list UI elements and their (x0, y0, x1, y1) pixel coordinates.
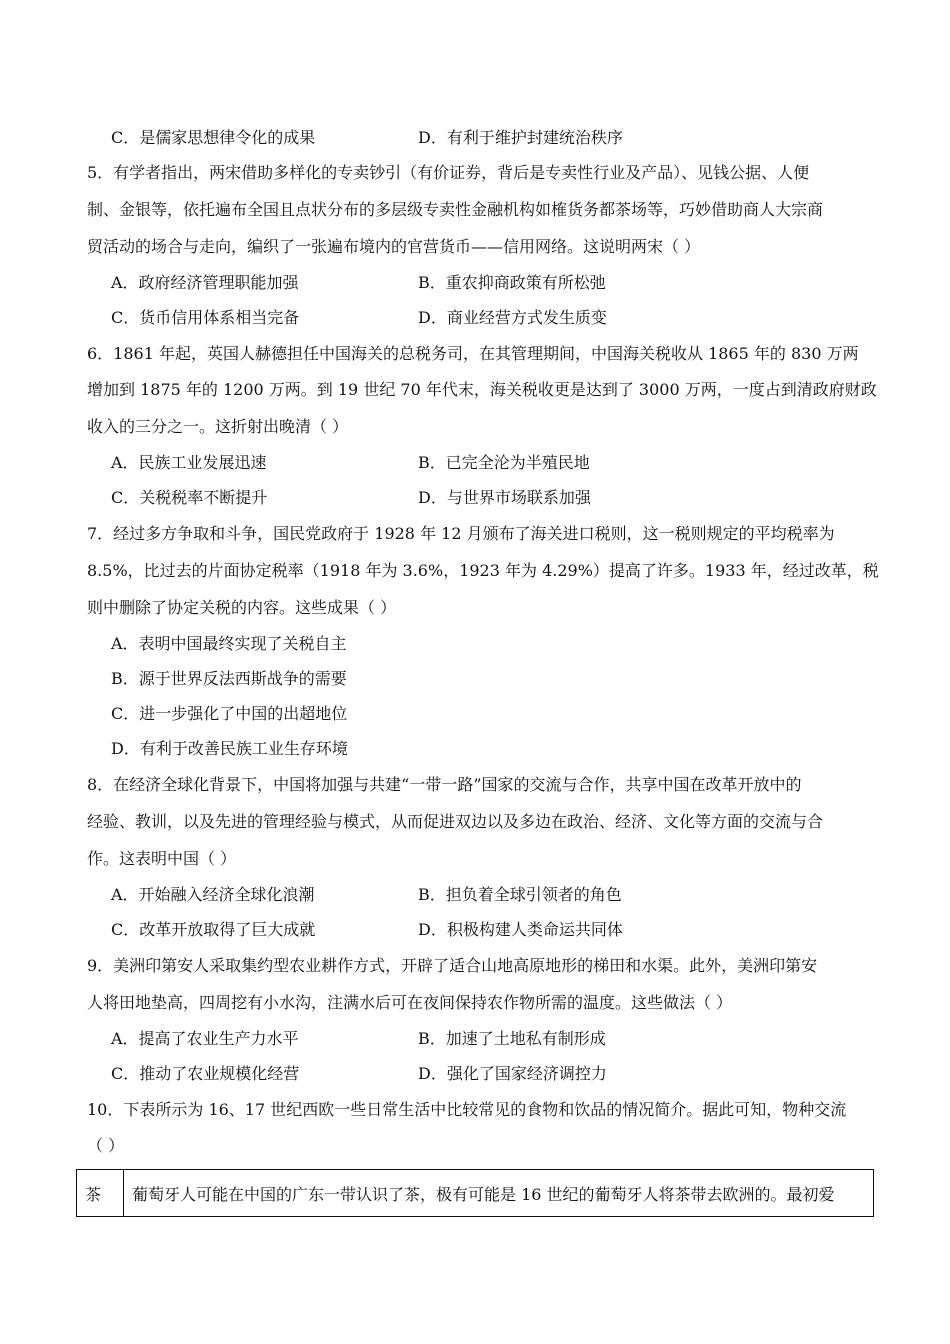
q9-option-a: A．提高了农业生产力水平 (111, 1029, 299, 1048)
q8-stem-line-1: 8．在经济全球化背景下，中国将加强与共建“一带一路”国家的交流与合作，共享中国在改革开放中的 (87, 775, 802, 794)
q7-option-a: A．表明中国最终实现了关税自主 (111, 634, 347, 653)
table-cell-item: 茶 (77, 1170, 124, 1217)
q7-option-b: B．源于世界反法西斯战争的需要 (111, 669, 347, 688)
q8-option-b: B．担负着全球引领者的角色 (418, 885, 622, 904)
q8-stem-line-2: 经验、教训，以及先进的管理经验与模式，从而促进双边以及多边在政治、经济、文化等方面的交流与合 (87, 812, 824, 831)
q6-stem-line-1: 6．1861 年起，英国人赫德担任中国海关的总税务司，在其管理期间，中国海关税收从 1865 年的 830 万两 (87, 344, 859, 363)
q9-stem-line-2: 人将田地垫高，四周挖有小水沟，注满水后可在夜间保持农作物所需的温度。这些做法（ ） (87, 993, 733, 1012)
q9-option-b: B．加速了土地私有制形成 (418, 1029, 606, 1048)
q7-stem-line-1: 7．经过多方争取和斗争，国民党政府于 1928 年 12 月颁布了海关进口税则，这一税则规定的平均税率为 (87, 524, 835, 543)
q9-stem-line-1: 9．美洲印第安人采取集约型农业耕作方式，开辟了适合山地高原地形的梯田和水渠。此外，美洲印第安 (87, 956, 818, 975)
q6-option-c: C．关税税率不断提升 (111, 488, 268, 507)
q8-option-d: D．积极构建人类命运共同体 (418, 920, 623, 939)
q9-option-d: D．强化了国家经济调控力 (418, 1064, 607, 1083)
q6-option-b: B．已完全沦为半殖民地 (418, 453, 590, 472)
q7-stem-line-2: 8.5%，比过去的片面协定税率（1918 年为 3.6%，1923 年为 4.29%）提高了许多。1933 年，经过改革，税 (87, 561, 879, 580)
q4-option-d: D．有利于维护封建统治秩序 (418, 128, 623, 147)
q5-stem-line-1: 5．有学者指出，两宋借助多样化的专卖钞引（有价证券，背后是专卖性行业及产品）、见钱公据、人便 (87, 163, 810, 182)
table-cell-description: 葡萄牙人可能在中国的广东一带认识了茶，极有可能是 16 世纪的葡萄牙人将茶带去欧洲的。最初爱 (124, 1170, 874, 1217)
q10-stem-line-2: （ ） (87, 1136, 125, 1155)
q9-option-c: C．推动了农业规模化经营 (111, 1064, 300, 1083)
q8-stem-line-3: 作。这表明中国（ ） (87, 849, 237, 868)
q4-option-c: C．是儒家思想律令化的成果 (111, 128, 316, 147)
q5-option-c: C．货币信用体系相当完备 (111, 308, 300, 327)
q5-option-b: B．重农抑商政策有所松弛 (418, 273, 606, 292)
q6-option-d: D．与世界市场联系加强 (418, 488, 591, 507)
q8-option-a: A．开始融入经济全球化浪潮 (111, 885, 315, 904)
q7-stem-line-3: 则中删除了协定关税的内容。这些成果（ ） (87, 598, 397, 617)
q7-option-c: C．进一步强化了中国的出超地位 (111, 704, 348, 723)
q10-table (76, 1169, 874, 1217)
q5-stem-line-3: 贸活动的场合与走向，编织了一张遍布境内的官营货币——信用网络。这说明两宋（ ） (87, 237, 701, 256)
q10-stem-line-1: 10．下表所示为 16、17 世纪西欧一些日常生活中比较常见的食物和饮品的情况简介。据此可知，物种交流 (87, 1100, 847, 1119)
q5-option-a: A．政府经济管理职能加强 (111, 273, 299, 292)
q6-stem-line-2: 增加到 1875 年的 1200 万两。到 19 世纪 70 年代末，海关税收更是达到了 3000 万两，一度占到清政府财政 (87, 380, 877, 399)
q8-option-c: C．改革开放取得了巨大成就 (111, 920, 316, 939)
q7-option-d: D．有利于改善民族工业生存环境 (111, 739, 348, 758)
q6-option-a: A．民族工业发展迅速 (111, 453, 267, 472)
q5-option-d: D．商业经营方式发生质变 (418, 308, 607, 327)
table-row (77, 1170, 874, 1217)
q6-stem-line-3: 收入的三分之一。这折射出晚清（ ） (87, 417, 349, 436)
q5-stem-line-2: 制、金银等，依托遍布全国且点状分布的多层级专卖性金融机构如榷货务都茶场等，巧妙借助商人大宗商 (87, 200, 824, 219)
